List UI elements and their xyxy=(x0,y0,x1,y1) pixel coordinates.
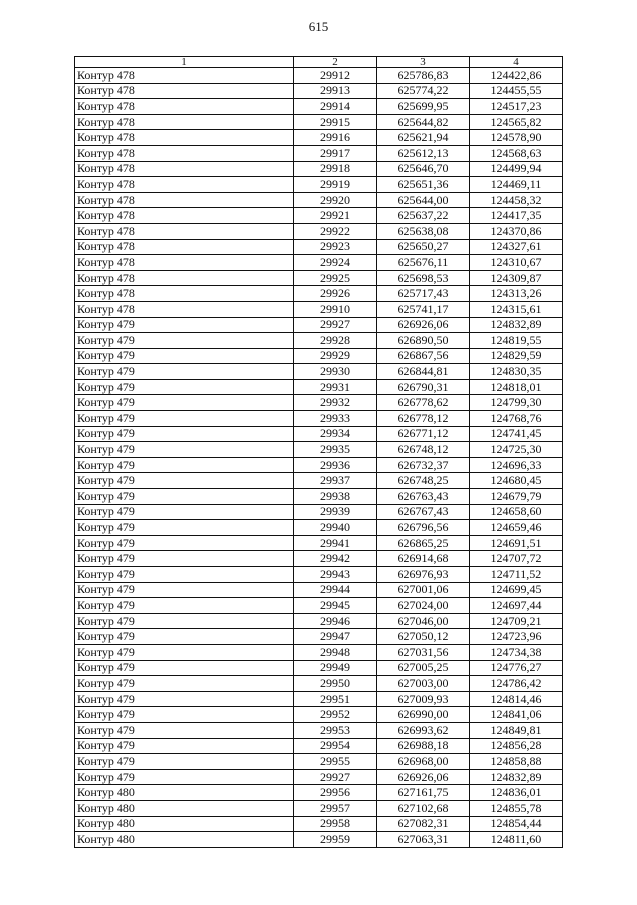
y-coordinate-cell: 124699,45 xyxy=(470,582,563,598)
header-col-4: 4 xyxy=(470,57,563,68)
x-coordinate-cell: 626790,31 xyxy=(377,379,470,395)
x-coordinate-cell: 626763,43 xyxy=(377,489,470,505)
table-row xyxy=(75,255,563,271)
y-coordinate-cell: 124697,44 xyxy=(470,598,563,614)
y-coordinate-cell: 124832,89 xyxy=(470,317,563,333)
point-number-cell: 29950 xyxy=(294,676,377,692)
contour-cell: Контур 479 xyxy=(75,660,294,676)
table-row xyxy=(75,364,563,380)
x-coordinate-cell: 627063,31 xyxy=(377,832,470,848)
y-coordinate-cell: 124819,55 xyxy=(470,333,563,349)
contour-cell: Контур 478 xyxy=(75,83,294,99)
x-coordinate-cell: 626988,18 xyxy=(377,738,470,754)
y-coordinate-cell: 124313,26 xyxy=(470,286,563,302)
header-col-3: 3 xyxy=(377,57,470,68)
x-coordinate-cell: 626976,93 xyxy=(377,567,470,583)
x-coordinate-cell: 625699,95 xyxy=(377,99,470,115)
point-number-cell: 29925 xyxy=(294,270,377,286)
table-row xyxy=(75,68,563,84)
point-number-cell: 29958 xyxy=(294,816,377,832)
table-row xyxy=(75,270,563,286)
point-number-cell: 29959 xyxy=(294,832,377,848)
table-row xyxy=(75,504,563,520)
table-row xyxy=(75,489,563,505)
table-row xyxy=(75,816,563,832)
point-number-cell: 29920 xyxy=(294,192,377,208)
point-number-cell: 29946 xyxy=(294,613,377,629)
x-coordinate-cell: 626778,62 xyxy=(377,395,470,411)
table-row xyxy=(75,442,563,458)
point-number-cell: 29941 xyxy=(294,535,377,551)
table-row xyxy=(75,800,563,816)
contour-cell: Контур 479 xyxy=(75,395,294,411)
x-coordinate-cell: 627001,06 xyxy=(377,582,470,598)
x-coordinate-cell: 625644,00 xyxy=(377,192,470,208)
point-number-cell: 29927 xyxy=(294,317,377,333)
contour-cell: Контур 479 xyxy=(75,520,294,536)
x-coordinate-cell: 626748,12 xyxy=(377,442,470,458)
y-coordinate-cell: 124855,78 xyxy=(470,800,563,816)
point-number-cell: 29944 xyxy=(294,582,377,598)
point-number-cell: 29952 xyxy=(294,707,377,723)
y-coordinate-cell: 124578,90 xyxy=(470,130,563,146)
y-coordinate-cell: 124499,94 xyxy=(470,161,563,177)
table-row xyxy=(75,286,563,302)
x-coordinate-cell: 626844,81 xyxy=(377,364,470,380)
y-coordinate-cell: 124723,96 xyxy=(470,629,563,645)
table-row xyxy=(75,130,563,146)
x-coordinate-cell: 625646,70 xyxy=(377,161,470,177)
point-number-cell: 29957 xyxy=(294,800,377,816)
point-number-cell: 29940 xyxy=(294,520,377,536)
x-coordinate-cell: 626926,06 xyxy=(377,317,470,333)
table-row xyxy=(75,301,563,317)
contour-cell: Контур 478 xyxy=(75,239,294,255)
y-coordinate-cell: 124691,51 xyxy=(470,535,563,551)
contour-cell: Контур 479 xyxy=(75,317,294,333)
x-coordinate-cell: 625644,82 xyxy=(377,114,470,130)
contour-cell: Контур 478 xyxy=(75,286,294,302)
table-row xyxy=(75,145,563,161)
y-coordinate-cell: 124458,32 xyxy=(470,192,563,208)
table-row xyxy=(75,317,563,333)
y-coordinate-cell: 124568,63 xyxy=(470,145,563,161)
contour-cell: Контур 478 xyxy=(75,161,294,177)
point-number-cell: 29937 xyxy=(294,473,377,489)
contour-cell: Контур 479 xyxy=(75,567,294,583)
y-coordinate-cell: 124517,23 xyxy=(470,99,563,115)
y-coordinate-cell: 124734,38 xyxy=(470,644,563,660)
table-row xyxy=(75,223,563,239)
contour-cell: Контур 479 xyxy=(75,582,294,598)
contour-cell: Контур 479 xyxy=(75,676,294,692)
point-number-cell: 29951 xyxy=(294,691,377,707)
x-coordinate-cell: 627102,68 xyxy=(377,800,470,816)
table-row xyxy=(75,582,563,598)
point-number-cell: 29948 xyxy=(294,644,377,660)
contour-cell: Контур 479 xyxy=(75,722,294,738)
contour-cell: Контур 478 xyxy=(75,223,294,239)
x-coordinate-cell: 625621,94 xyxy=(377,130,470,146)
contour-cell: Контур 478 xyxy=(75,208,294,224)
point-number-cell: 29939 xyxy=(294,504,377,520)
contour-cell: Контур 479 xyxy=(75,364,294,380)
table-row xyxy=(75,395,563,411)
point-number-cell: 29912 xyxy=(294,68,377,84)
table-row xyxy=(75,208,563,224)
point-number-cell: 29953 xyxy=(294,722,377,738)
x-coordinate-cell: 626767,43 xyxy=(377,504,470,520)
contour-cell: Контур 479 xyxy=(75,754,294,770)
point-number-cell: 29914 xyxy=(294,99,377,115)
x-coordinate-cell: 626748,25 xyxy=(377,473,470,489)
contour-cell: Контур 480 xyxy=(75,800,294,816)
x-coordinate-cell: 625676,11 xyxy=(377,255,470,271)
table-row xyxy=(75,660,563,676)
x-coordinate-cell: 626867,56 xyxy=(377,348,470,364)
point-number-cell: 29947 xyxy=(294,629,377,645)
x-coordinate-cell: 626990,00 xyxy=(377,707,470,723)
point-number-cell: 29942 xyxy=(294,551,377,567)
x-coordinate-cell: 626926,06 xyxy=(377,769,470,785)
x-coordinate-cell: 625650,27 xyxy=(377,239,470,255)
y-coordinate-cell: 124786,42 xyxy=(470,676,563,692)
y-coordinate-cell: 124565,82 xyxy=(470,114,563,130)
contour-cell: Контур 479 xyxy=(75,348,294,364)
x-coordinate-cell: 627050,12 xyxy=(377,629,470,645)
point-number-cell: 29916 xyxy=(294,130,377,146)
table-row xyxy=(75,83,563,99)
page-number: 615 xyxy=(308,19,329,34)
x-coordinate-cell: 627005,25 xyxy=(377,660,470,676)
y-coordinate-cell: 124707,72 xyxy=(470,551,563,567)
x-coordinate-cell: 627024,00 xyxy=(377,598,470,614)
contour-cell: Контур 479 xyxy=(75,333,294,349)
table-row xyxy=(75,738,563,754)
contour-cell: Контур 479 xyxy=(75,738,294,754)
contour-cell: Контур 478 xyxy=(75,270,294,286)
contour-cell: Контур 478 xyxy=(75,68,294,84)
contour-cell: Контур 479 xyxy=(75,411,294,427)
table-row xyxy=(75,239,563,255)
table-row xyxy=(75,411,563,427)
contour-cell: Контур 480 xyxy=(75,832,294,848)
point-number-cell: 29934 xyxy=(294,426,377,442)
y-coordinate-cell: 124309,87 xyxy=(470,270,563,286)
table-row xyxy=(75,535,563,551)
table-row xyxy=(75,567,563,583)
table-row xyxy=(75,177,563,193)
contour-cell: Контур 479 xyxy=(75,551,294,567)
contour-cell: Контур 478 xyxy=(75,145,294,161)
y-coordinate-cell: 124836,01 xyxy=(470,785,563,801)
point-number-cell: 29955 xyxy=(294,754,377,770)
x-coordinate-cell: 626968,00 xyxy=(377,754,470,770)
y-coordinate-cell: 124818,01 xyxy=(470,379,563,395)
table-row xyxy=(75,333,563,349)
table-row xyxy=(75,473,563,489)
table-row xyxy=(75,754,563,770)
point-number-cell: 29930 xyxy=(294,364,377,380)
point-number-cell: 29921 xyxy=(294,208,377,224)
point-number-cell: 29954 xyxy=(294,738,377,754)
point-number-cell: 29935 xyxy=(294,442,377,458)
contour-cell: Контур 479 xyxy=(75,691,294,707)
y-coordinate-cell: 124849,81 xyxy=(470,722,563,738)
y-coordinate-cell: 124854,44 xyxy=(470,816,563,832)
table-row xyxy=(75,99,563,115)
y-coordinate-cell: 124709,21 xyxy=(470,613,563,629)
point-number-cell: 29949 xyxy=(294,660,377,676)
x-coordinate-cell: 625637,22 xyxy=(377,208,470,224)
y-coordinate-cell: 124841,06 xyxy=(470,707,563,723)
y-coordinate-cell: 124725,30 xyxy=(470,442,563,458)
table-row xyxy=(75,707,563,723)
x-coordinate-cell: 627161,75 xyxy=(377,785,470,801)
y-coordinate-cell: 124327,61 xyxy=(470,239,563,255)
contour-cell: Контур 479 xyxy=(75,535,294,551)
table-row xyxy=(75,629,563,645)
point-number-cell: 29945 xyxy=(294,598,377,614)
y-coordinate-cell: 124696,33 xyxy=(470,457,563,473)
table-row xyxy=(75,769,563,785)
y-coordinate-cell: 124741,45 xyxy=(470,426,563,442)
contour-cell: Контур 479 xyxy=(75,629,294,645)
contour-cell: Контур 479 xyxy=(75,598,294,614)
point-number-cell: 29943 xyxy=(294,567,377,583)
table-row xyxy=(75,426,563,442)
y-coordinate-cell: 124658,60 xyxy=(470,504,563,520)
y-coordinate-cell: 124830,35 xyxy=(470,364,563,380)
point-number-cell: 29918 xyxy=(294,161,377,177)
point-number-cell: 29926 xyxy=(294,286,377,302)
header-col-1: 1 xyxy=(75,57,294,68)
x-coordinate-cell: 626732,37 xyxy=(377,457,470,473)
x-coordinate-cell: 626771,12 xyxy=(377,426,470,442)
contour-cell: Контур 479 xyxy=(75,644,294,660)
point-number-cell: 29938 xyxy=(294,489,377,505)
x-coordinate-cell: 626993,62 xyxy=(377,722,470,738)
table-row xyxy=(75,613,563,629)
table-row xyxy=(75,785,563,801)
point-number-cell: 29910 xyxy=(294,301,377,317)
contour-cell: Контур 479 xyxy=(75,473,294,489)
point-number-cell: 29933 xyxy=(294,411,377,427)
contour-cell: Контур 479 xyxy=(75,379,294,395)
contour-cell: Контур 479 xyxy=(75,426,294,442)
point-number-cell: 29936 xyxy=(294,457,377,473)
y-coordinate-cell: 124832,89 xyxy=(470,769,563,785)
contour-cell: Контур 478 xyxy=(75,99,294,115)
point-number-cell: 29915 xyxy=(294,114,377,130)
table-row xyxy=(75,722,563,738)
contour-cell: Контур 478 xyxy=(75,301,294,317)
table-row xyxy=(75,598,563,614)
y-coordinate-cell: 124814,46 xyxy=(470,691,563,707)
y-coordinate-cell: 124799,30 xyxy=(470,395,563,411)
table-row xyxy=(75,691,563,707)
table-row xyxy=(75,676,563,692)
y-coordinate-cell: 124856,28 xyxy=(470,738,563,754)
x-coordinate-cell: 627082,31 xyxy=(377,816,470,832)
x-coordinate-cell: 627031,56 xyxy=(377,644,470,660)
contour-cell: Контур 479 xyxy=(75,707,294,723)
point-number-cell: 29928 xyxy=(294,333,377,349)
x-coordinate-cell: 627009,93 xyxy=(377,691,470,707)
x-coordinate-cell: 626890,50 xyxy=(377,333,470,349)
table-row xyxy=(75,348,563,364)
x-coordinate-cell: 626914,68 xyxy=(377,551,470,567)
x-coordinate-cell: 626796,56 xyxy=(377,520,470,536)
x-coordinate-cell: 625774,22 xyxy=(377,83,470,99)
y-coordinate-cell: 124858,88 xyxy=(470,754,563,770)
table-row xyxy=(75,114,563,130)
y-coordinate-cell: 124469,11 xyxy=(470,177,563,193)
point-number-cell: 29929 xyxy=(294,348,377,364)
x-coordinate-cell: 625698,53 xyxy=(377,270,470,286)
contour-cell: Контур 478 xyxy=(75,114,294,130)
x-coordinate-cell: 627046,00 xyxy=(377,613,470,629)
point-number-cell: 29913 xyxy=(294,83,377,99)
contour-cell: Контур 479 xyxy=(75,442,294,458)
table-row xyxy=(75,551,563,567)
y-coordinate-cell: 124680,45 xyxy=(470,473,563,489)
y-coordinate-cell: 124679,79 xyxy=(470,489,563,505)
y-coordinate-cell: 124776,27 xyxy=(470,660,563,676)
table-row xyxy=(75,379,563,395)
coordinates-table xyxy=(74,56,563,848)
x-coordinate-cell: 625638,08 xyxy=(377,223,470,239)
contour-cell: Контур 479 xyxy=(75,504,294,520)
y-coordinate-cell: 124455,55 xyxy=(470,83,563,99)
y-coordinate-cell: 124768,76 xyxy=(470,411,563,427)
y-coordinate-cell: 124310,67 xyxy=(470,255,563,271)
table-row xyxy=(75,192,563,208)
table-row xyxy=(75,644,563,660)
contour-cell: Контур 478 xyxy=(75,177,294,193)
contour-cell: Контур 480 xyxy=(75,785,294,801)
contour-cell: Контур 479 xyxy=(75,769,294,785)
x-coordinate-cell: 625717,43 xyxy=(377,286,470,302)
point-number-cell: 29923 xyxy=(294,239,377,255)
contour-cell: Контур 479 xyxy=(75,489,294,505)
contour-cell: Контур 479 xyxy=(75,613,294,629)
contour-cell: Контур 478 xyxy=(75,192,294,208)
point-number-cell: 29927 xyxy=(294,769,377,785)
x-coordinate-cell: 625786,83 xyxy=(377,68,470,84)
x-coordinate-cell: 625612,13 xyxy=(377,145,470,161)
y-coordinate-cell: 124315,61 xyxy=(470,301,563,317)
x-coordinate-cell: 626778,12 xyxy=(377,411,470,427)
y-coordinate-cell: 124811,60 xyxy=(470,832,563,848)
table-header-row xyxy=(75,57,563,68)
y-coordinate-cell: 124422,86 xyxy=(470,68,563,84)
point-number-cell: 29917 xyxy=(294,145,377,161)
x-coordinate-cell: 626865,25 xyxy=(377,535,470,551)
point-number-cell: 29924 xyxy=(294,255,377,271)
point-number-cell: 29919 xyxy=(294,177,377,193)
y-coordinate-cell: 124711,52 xyxy=(470,567,563,583)
coordinates-table-body xyxy=(75,57,563,848)
x-coordinate-cell: 625651,36 xyxy=(377,177,470,193)
table-row xyxy=(75,520,563,536)
contour-cell: Контур 478 xyxy=(75,130,294,146)
table-row xyxy=(75,161,563,177)
point-number-cell: 29931 xyxy=(294,379,377,395)
contour-cell: Контур 479 xyxy=(75,457,294,473)
y-coordinate-cell: 124659,46 xyxy=(470,520,563,536)
header-col-2: 2 xyxy=(294,57,377,68)
table-row xyxy=(75,457,563,473)
point-number-cell: 29932 xyxy=(294,395,377,411)
contour-cell: Контур 480 xyxy=(75,816,294,832)
y-coordinate-cell: 124829,59 xyxy=(470,348,563,364)
y-coordinate-cell: 124370,86 xyxy=(470,223,563,239)
table-row xyxy=(75,832,563,848)
point-number-cell: 29956 xyxy=(294,785,377,801)
x-coordinate-cell: 625741,17 xyxy=(377,301,470,317)
y-coordinate-cell: 124417,35 xyxy=(470,208,563,224)
contour-cell: Контур 478 xyxy=(75,255,294,271)
x-coordinate-cell: 627003,00 xyxy=(377,676,470,692)
point-number-cell: 29922 xyxy=(294,223,377,239)
